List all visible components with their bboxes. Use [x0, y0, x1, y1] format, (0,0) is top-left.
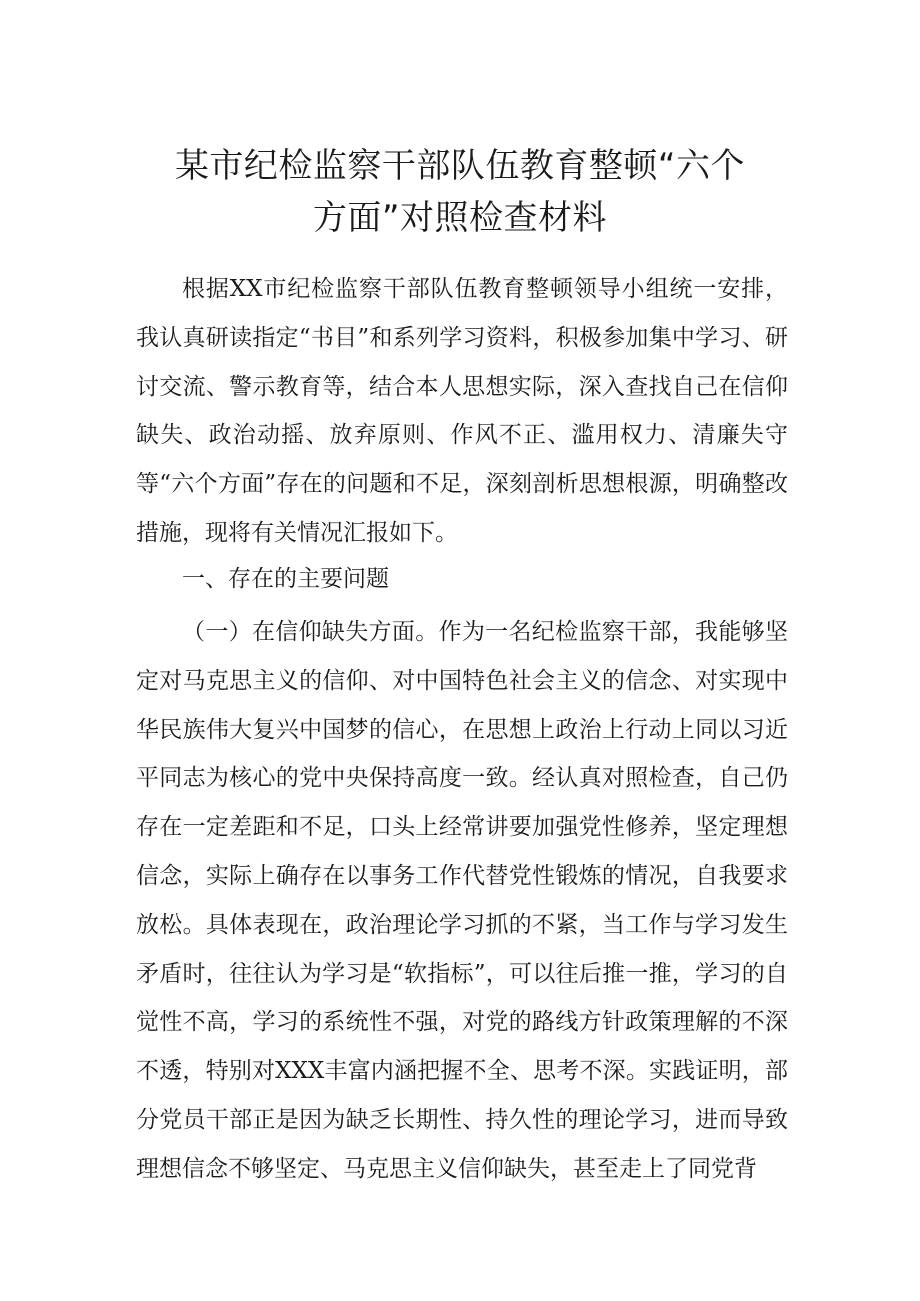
section-heading-problems: 一、存在的主要问题	[182, 566, 389, 592]
document-title	[120, 140, 800, 244]
title-line-1: 某市纪检监察干部队伍教育整顿“六个	[174, 146, 746, 186]
title-line-2: 方面”对照检查材料	[312, 198, 608, 238]
section-1-paragraph-1: （一）在信仰缺失方面。作为一名纪检监察干部，我能够坚定对马克思主义的信仰、对中国特色社会主义的信念、对实现中华民族伟大复兴中国梦的信心，在思想上政治上行动上同以习近平同志为核心的党中央保持高度一致。经认真对照检查，自己仍存在一定差距和不足，口头上经常讲要加强党性修养，坚定理想信念，实际上确存在以事务工作代替党性锻炼的情况，自我要求放松。具体表现在，政治理论学习抓的不紧，当工作与学习发生矛盾时，往往认为学习是“软指标”，可以往后推一推，学习的自觉性不高，学习的系统性不强，对党的路线方针政策理解的不深不透，特别对XXX丰富内涵把握不全、思考不深。实践证明，部分党员干部正是因为缺乏长期性、持久性的理论学习，进而导致理想信念不够坚定、马克思主义信仰缺失，甚至走上了同党背	[136, 619, 788, 1182]
intro-paragraph: 根据XX市纪检监察干部队伍教育整顿领导小组统一安排，我认真研读指定“书目”和系列学习资料，积极参加集中学习、研讨交流、警示教育等，结合本人思想实际，深入查找自己在信仰缺失、政治动摇、放弃原则、作风不正、滥用权力、清廉失守等“六个方面”存在的问题和不足，深刻剖析思想根源，明确整改措施，现将有关情况汇报如下。	[136, 276, 788, 546]
